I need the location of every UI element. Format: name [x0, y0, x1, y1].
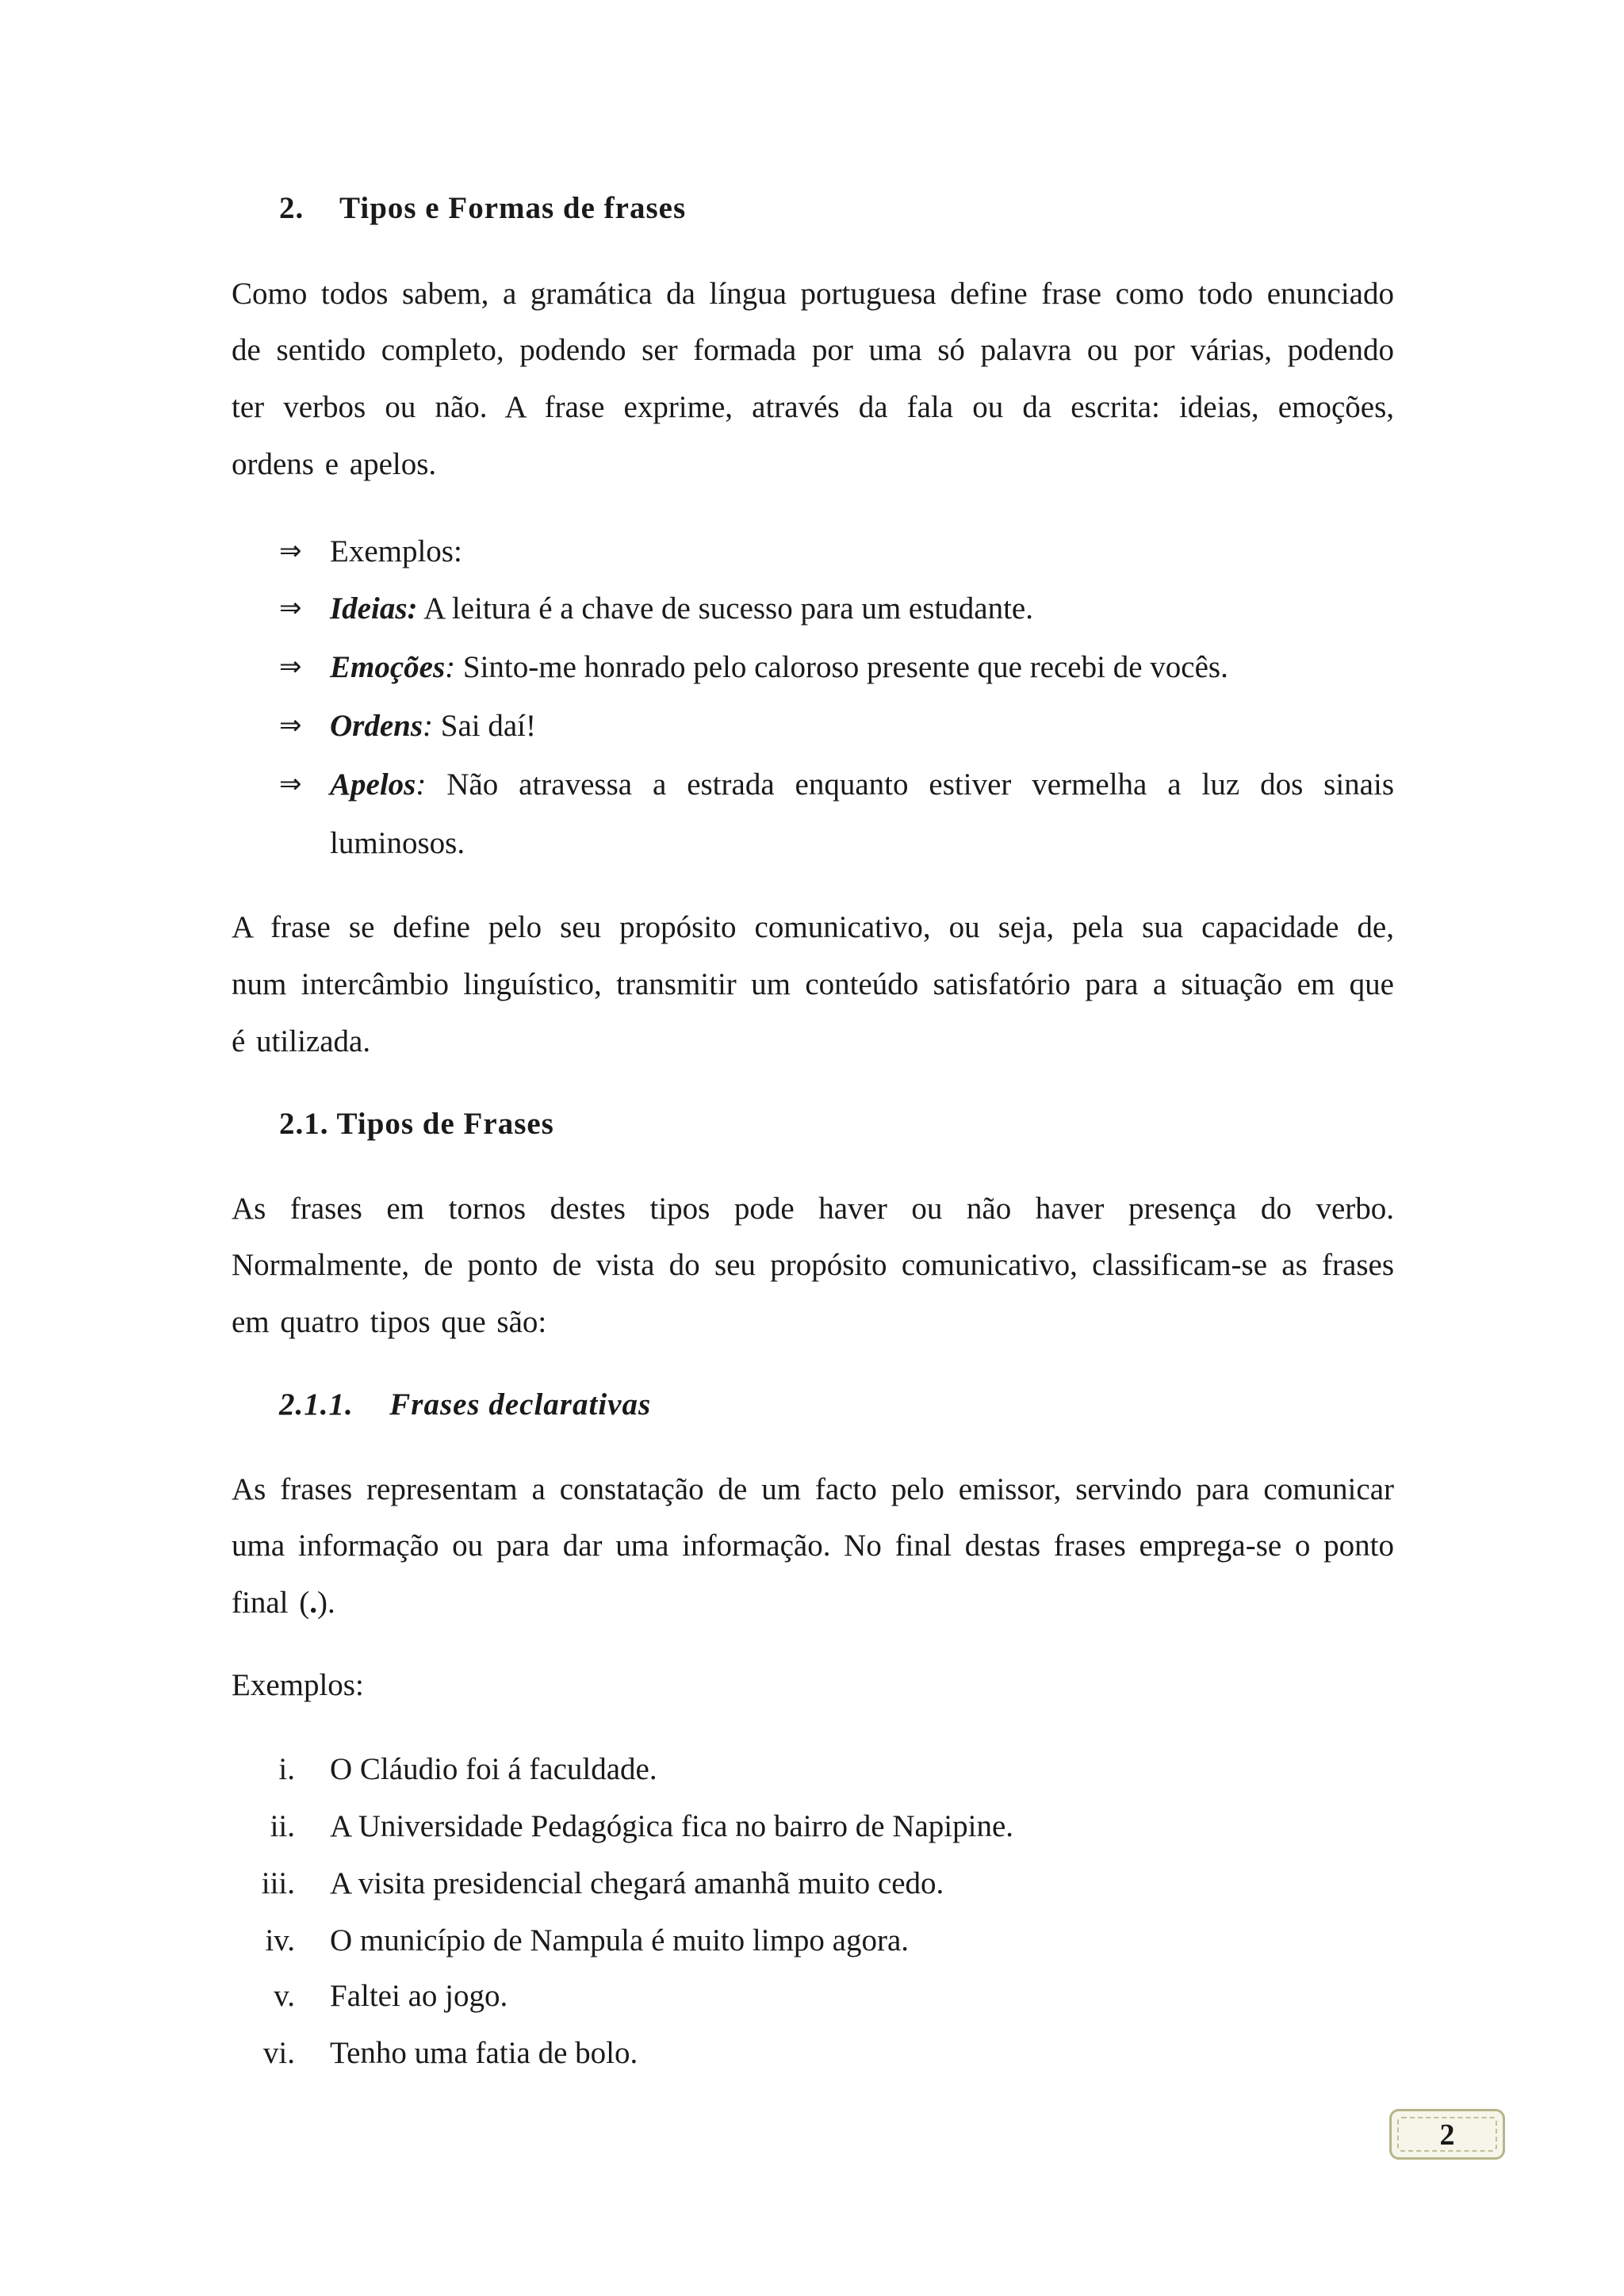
list-text: Faltei ao jogo. — [330, 1979, 508, 2013]
bullet-item — [279, 580, 1394, 637]
examples-label: Exemplos: — [232, 1668, 364, 1702]
list-numeral: iv. — [265, 1923, 295, 1957]
double-arrow-icon: ⇒ — [279, 768, 302, 800]
list-item — [232, 1912, 1262, 1969]
bullet-term: Apelos — [330, 767, 416, 802]
bullet-colon: : — [423, 709, 434, 743]
bullet-item — [279, 698, 1394, 755]
page-number: 2 — [1439, 2118, 1455, 2152]
list-text: A Universidade Pedagógica fica no bairro de Napipine. — [330, 1809, 1014, 1843]
list-item — [232, 1741, 1262, 1798]
intro-line-1: Como todos sabem, a gramática da língua portuguesa define frase como todo enunciado — [232, 277, 1394, 311]
list-item — [232, 2025, 1262, 2082]
subsubsection-heading — [279, 1387, 651, 1422]
list-text: A visita presidencial chegará amanhã muito cedo. — [330, 1866, 944, 1900]
bullet-continuation — [279, 815, 1394, 872]
subsubsection-number: 2.1.1. — [279, 1387, 354, 1422]
bullet-text: Exemplos: — [330, 534, 462, 568]
intro-line-3: ter verbos ou não. A frase exprime, através da fala ou da escrita: ideias, emoções, — [232, 390, 1394, 424]
final-suffix: ). — [316, 1586, 335, 1620]
list-numeral: ii. — [270, 1809, 295, 1843]
bullet-term: Ordens — [330, 709, 423, 743]
subsection-line-1: As frases em tornos destes tipos pode haver ou não haver presença do verbo. — [232, 1192, 1394, 1226]
bullet-colon: : — [445, 650, 456, 684]
declarative-line-2: uma informação ou para dar uma informação. No final destas frases emprega-se o ponto — [232, 1529, 1394, 1563]
list-item — [232, 1855, 1262, 1912]
double-arrow-icon: ⇒ — [279, 535, 302, 567]
subsection-line-3: em quatro tipos que são: — [232, 1305, 547, 1339]
list-numeral: iii. — [261, 1866, 295, 1900]
bullet-continuation-text: luminosos. — [330, 826, 465, 860]
subsection-line-2: Normalmente, de ponto de vista do seu propósito comunicativo, classificam-se as frases — [232, 1248, 1394, 1282]
bullet-item — [279, 639, 1394, 696]
bullet-term: Ideias: — [330, 591, 418, 626]
list-text: O Cláudio foi á faculdade. — [330, 1752, 657, 1786]
declarative-line-3 — [232, 1575, 1394, 1632]
intro-line-2: de sentido completo, podendo ser formada por uma só palavra ou por várias, podendo — [232, 333, 1394, 367]
declarative-line-1: As frases representam a constatação de um facto pelo emissor, servindo para comunicar — [232, 1472, 1394, 1506]
section-heading — [279, 190, 686, 226]
double-arrow-icon: ⇒ — [279, 651, 302, 683]
final-prefix: final ( — [232, 1586, 310, 1620]
definition-line-3: é utilizada. — [232, 1024, 371, 1058]
section-number: 2. — [279, 191, 304, 225]
list-numeral: i. — [278, 1752, 295, 1786]
list-numeral: vi. — [262, 2036, 295, 2070]
bullet-text: Sinto-me honrado pelo caloroso presente que recebi de vocês. — [455, 650, 1228, 684]
list-text: Tenho uma fatia de bolo. — [330, 2036, 638, 2070]
list-item — [232, 1968, 1262, 2025]
page-number-badge — [1389, 2109, 1505, 2160]
bullet-colon: : — [416, 767, 427, 802]
list-item — [232, 1798, 1262, 1855]
intro-line-4: ordens e apelos. — [232, 447, 437, 481]
bullet-text: Sai daí! — [433, 709, 536, 743]
bullet-term: Emoções — [330, 650, 446, 684]
final-period: . — [309, 1586, 317, 1620]
bullet-text: Não atravessa a estrada enquanto estiver vermelha a luz dos sinais — [426, 767, 1394, 802]
subsection-heading: 2.1. Tipos de Frases — [279, 1107, 554, 1141]
list-text: O município de Nampula é muito limpo agora. — [330, 1923, 910, 1957]
list-numeral: v. — [274, 1979, 295, 2013]
bullet-item — [279, 523, 1394, 580]
double-arrow-icon: ⇒ — [279, 710, 302, 741]
subsubsection-title: Frases declarativas — [389, 1387, 652, 1422]
definition-line-1: A frase se define pelo seu propósito comunicativo, ou seja, pela sua capacidade de, — [232, 910, 1394, 944]
section-title: Tipos e Formas de frases — [339, 191, 687, 225]
bullet-text: A leitura é a chave de sucesso para um estudante. — [417, 591, 1033, 626]
definition-line-2: num intercâmbio linguístico, transmitir um conteúdo satisfatório para a situação em que — [232, 967, 1394, 1001]
bullet-item — [279, 756, 1394, 813]
double-arrow-icon: ⇒ — [279, 592, 302, 624]
